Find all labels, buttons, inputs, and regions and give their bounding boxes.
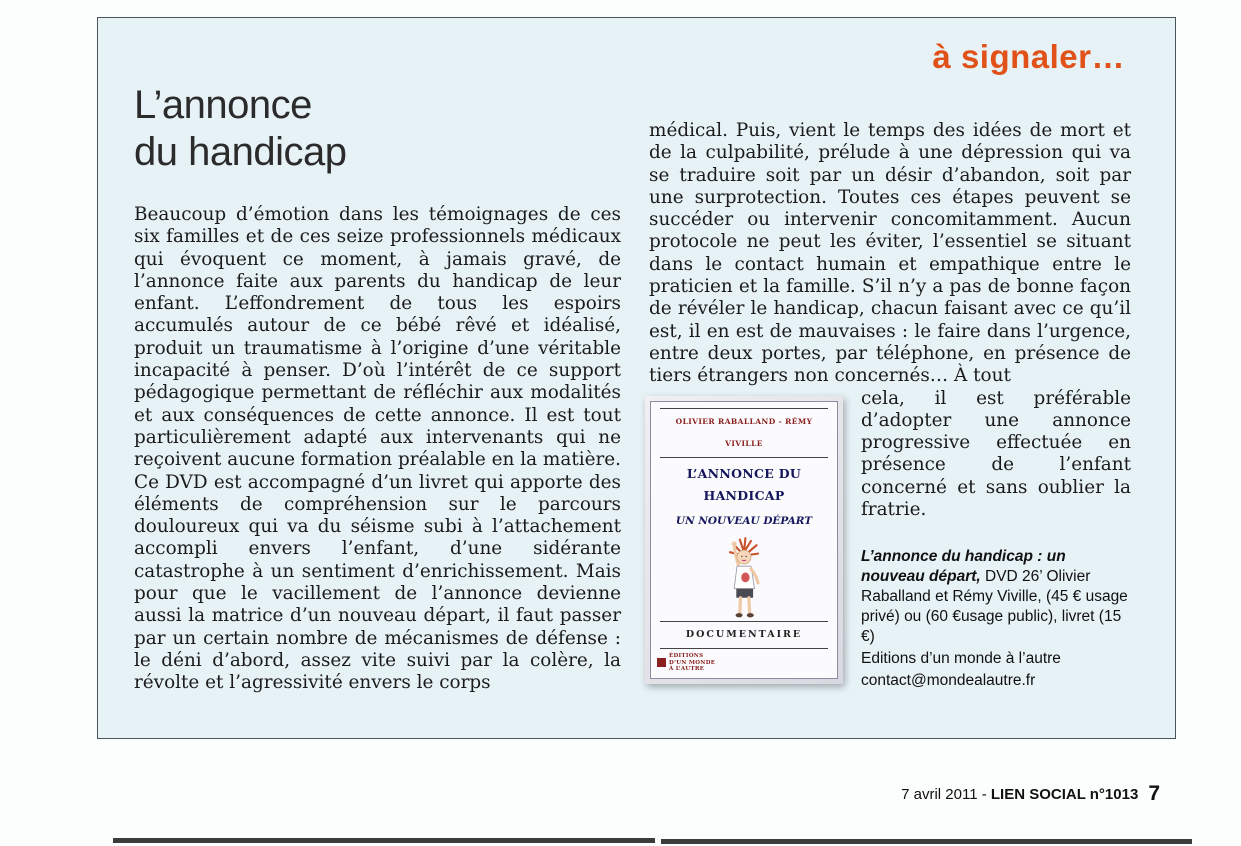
dvd-genre: DOCUMENTAIRE	[660, 621, 827, 649]
right-column	[649, 120, 1131, 691]
right-column-paragraph: médical. Puis, vient le temps des idées de mort et de la culpabilité, prélude à une dépression qui va se traduire soit par un désir d’abandon, soit par une surprotection. Toutes ces étapes peuvent se succéder ou intervenir concomitamment. Aucun protocole ne peut les éviter, l’essentiel se situant dans le contact humain et empathique entre le praticien et la famille. S’il n’y a pas de bonne façon de révéler le handicap, chacun faisant avec ce qu’il est, il en est de mauvaises : le faire dans l’urgence, entre deux portes, par téléphone, en présence de tiers étrangers non concernés… À tout	[649, 120, 1131, 387]
wrap-paragraph: cela, il est préférable d’adopter une annonce progressive effectuée en présence de l’enfant concerné et sans oublier la fratrie.	[861, 387, 1131, 521]
page-footer	[97, 782, 1160, 806]
footer-journal: LIEN SOCIAL n°1013	[990, 786, 1139, 803]
footer-date: 7 avril 2011 -	[901, 786, 991, 803]
publisher-name: ÉDITIONS D’UN MONDE À L’AUTRE	[669, 653, 716, 673]
scan-artifact-bar	[661, 839, 1192, 844]
article-title-line2: du handicap	[134, 130, 347, 174]
left-column-paragraph: Beaucoup d’émotion dans les témoignages de ces six familles et de ces seize professionnels médicaux qui évoquent ce moment, à jamais gravé, de l’annonce faite aux parents du handicap de leur enfant. L’effondrement de tous les espoirs accumulés autour de ce bébé rêvé et idéalisé, produit un traumatisme à l’origine d’une véritable incapacité à penser. D’où l’intérêt de ce support pédagogique permettant de réfléchir aux modalités et aux conséquences de cette annonce. Il est tout particulièrement adapté aux intervenants qui ne reçoivent aucune formation préalable en la matière. Ce DVD est accompagné d’un livret qui apporte des éléments de compréhension sur le parcours douloureux qui va du séisme subi à l’attachement accompli envers l’enfant, d’une sidérante catastrophe à un sentiment d’enrichissement. Mais pour que le vacillement de l’annonce devienne aussi la matrice d’un nouveau départ, il faut passer par un certain nombre de mécanismes de défense : le déni d’abord, assez vite suivi par la colère, la révolte et l’agressivité envers le corps	[134, 204, 621, 694]
section-label: à signaler…	[932, 38, 1125, 75]
dvd-cover-image	[645, 396, 843, 684]
dvd-cover-card	[650, 401, 838, 679]
dvd-subtitle: UN NOUVEAU DÉPART	[675, 514, 813, 527]
caption-email: contact@mondealautre.fr	[861, 672, 1036, 690]
dvd-title: L’ANNONCE DU HANDICAP	[686, 466, 802, 504]
dvd-publisher-logo	[657, 653, 715, 673]
scan-artifact-bar	[113, 838, 655, 843]
left-column	[134, 204, 621, 695]
page-number: 7	[1148, 782, 1160, 805]
publisher-emblem-icon	[657, 658, 666, 667]
child-illustration	[692, 534, 796, 619]
dvd-authors: OLIVIER RABALLAND - RÉMY VIVILLE	[660, 408, 827, 459]
magazine-page	[97, 17, 1176, 739]
caption-publisher: Editions d’un monde à l’autre	[861, 650, 1061, 668]
article-title-line1: L’annonce	[134, 83, 312, 127]
article-title	[134, 82, 346, 176]
caption-details: DVD 26’ Olivier Raballand et Rémy Viville, (45 € usage privé) ou (60 €usage public), livret (15 €)	[861, 568, 1128, 646]
caption-title: L’annonce du handicap : un nouveau départ,	[861, 548, 1066, 586]
